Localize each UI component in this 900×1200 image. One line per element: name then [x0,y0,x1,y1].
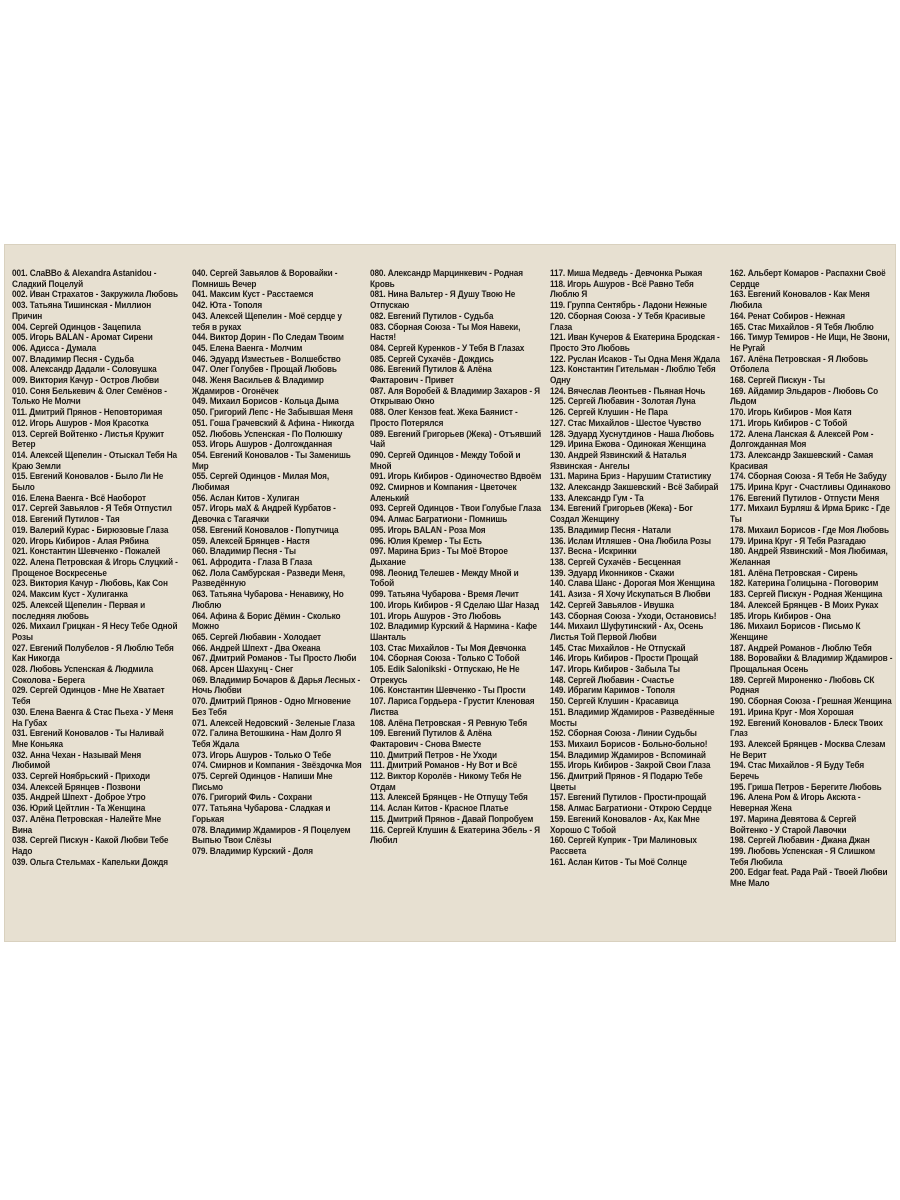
track-item: 060. Владимир Песня - Ты [192,546,296,558]
track-item: 061. Афродита - Глаза В Глаза [192,556,313,568]
track-item: 080. Александр Марцинкевич - Родная Кровь [370,269,523,290]
track-item: 065. Сергей Любавин - Холодает [192,631,321,643]
track-item: 199. Любовь Успенская - Я Слишком Тебя Любила [730,845,876,868]
track-item: 116. Сергей Клушин & Екатерина Эбель - Я Любил [370,824,540,847]
track-item: 066. Андрей Шпехт - Два Океана [192,642,321,654]
track-item: 051. Гоша Грачевский & Афина - Никогда [192,417,355,429]
track-item: 196. Алена Ром & Игорь Аксюта - Неверная Жена [730,792,861,815]
track-item: 048. Женя Васильев & Владимир Ждамиров - Огонёчек [192,375,324,397]
track-item: 004. Сергей Одинцов - Зацепила [12,321,141,333]
track-item: 197. Марина Девятова & Сергей Войтенко - У Старой Лавочки [730,813,857,836]
track-item: 075. Сергей Одинцов - Напиши Мне Письмо [192,771,333,793]
track-item: 117. Миша Медведь - Девчонка Рыжая [550,269,703,279]
track-item: 127. Стас Михайлов - Шестое Чувство [550,417,702,429]
track-item: 172. Алена Ланская & Алексей Ром - Долгожданная Моя [730,428,874,451]
track-item: 148. Сергей Любавин - Счастье [550,674,674,686]
tracklist-column-4 [550,269,722,937]
track-item: 163. Евгений Коновалов - Как Меня Любила [730,289,870,312]
track-item: 140. Слава Шанс - Дорогая Моя Женщина [550,578,715,590]
track-item: 102. Владимир Курский & Нармина - Кафе Шанталь [370,621,538,643]
track-item: 042. Юта - Тополя [192,300,263,312]
track-item: 001. СлаВВо & Alexandra Astanidou - Сладкий Поцелуй [12,269,157,290]
track-item: 024. Максим Куст - Хулиганка [12,589,128,601]
track-item: 131. Марина Бриз - Нарушим Статистику [550,471,712,483]
track-item: 079. Владимир Курский - Доля [192,845,313,857]
track-item: 136. Ислам Итляшев - Она Любила Розы [550,535,711,547]
track-item: 054. Евгений Коновалов - Ты Заменишь Мир [192,449,351,472]
track-item: 186. Михаил Борисов - Письмо К Женщине [730,621,861,643]
tracklist-sheet [4,244,896,942]
track-item: 115. Дмитрий Прянов - Давай Попробуем [370,813,534,825]
track-item: 165. Стас Михайлов - Я Тебя Люблю [730,321,874,333]
track-item: 126. Сергей Клушин - Не Пара [550,407,668,419]
track-item: 191. Ирина Круг - Моя Хорошая [730,706,854,718]
track-item: 018. Евгений Путилов - Тая [12,514,120,526]
track-item: 050. Григорий Лепс - Не Забывшая Меня [192,407,353,419]
track-item: 009. Виктория Качур - Остров Любви [12,375,159,387]
track-item: 059. Алексей Брянцев - Настя [192,535,310,547]
track-item: 166. Тимур Темиров - Не Ищи, Не Звони, Не Ругай [730,332,890,354]
track-item: 074. Смирнов и Компания - Звёздочка Моя [192,760,362,772]
track-item: 188. Воровайки & Владимир Ждамиров - Прощальная Осень [730,653,893,676]
track-item: 193. Алексей Брянцев - Москва Слезам Не Верит [730,738,886,761]
track-item: 130. Андрей Язвинский & Наталья Язвинская - Ангелы [550,449,687,472]
track-item: 098. Леонид Телешев - Между Мной и Тобой [370,567,519,590]
track-item: 155. Игорь Кибиров - Закрой Свои Глаза [550,760,711,772]
track-item: 029. Сергей Одинцов - Мне Не Хватает Тебя [12,685,165,708]
track-item: 030. Елена Ваенга & Стас Пьеха - У Меня На Губах [12,706,174,729]
track-item: 123. Константин Гительман - Люблю Тебя Одну [550,364,716,387]
track-item: 106. Константин Шевченко - Ты Прости [370,685,526,697]
track-item: 151. Владимир Ждамиров - Разведённые Мосты [550,706,715,729]
track-item: 169. Айдамир Эльдаров - Любовь Со Льдом [730,385,879,408]
track-item: 096. Юлия Кремер - Ты Есть [370,535,482,547]
track-item: 041. Максим Куст - Расстаемся [192,289,314,301]
track-item: 092. Смирнов и Компания - Цветочек Аленький [370,482,517,504]
track-item: 025. Алексей Щепелин - Первая и последняя любовь [12,599,146,622]
track-item: 142. Сергей Завьялов - Ивушка [550,599,674,611]
track-item: 085. Сергей Сухачёв - Дождись [370,353,494,365]
track-item: 094. Алмас Багратиони - Помнишь [370,514,508,526]
track-item: 016. Елена Ваенга - Всё Наоборот [12,492,146,504]
track-item: 105. Edik Salonikski - Отпускаю, Не Не Отрекусь [370,664,520,686]
track-item: 090. Сергей Одинцов - Между Тобой и Мной [370,449,521,472]
track-item: 072. Галина Ветошкина - Нам Долго Я Тебя Ждала [192,728,342,750]
track-item: 171. Игорь Кибиров - С Тобой [730,417,848,429]
track-item: 185. Игорь Кибиров - Она [730,610,831,622]
track-item: 097. Марина Бриз - Ты Моё Второе Дыхание [370,546,508,568]
track-item: 003. Татьяна Тишинская - Миллион Причин [12,300,152,322]
track-item: 078. Владимир Ждамиров - Я Поцелуем Выпью Твои Слёзы [192,824,351,847]
track-item: 086. Евгений Путилов & Алёна Фактарович - Привет [370,364,492,387]
track-item: 144. Михаил Шуфутинский - Ах, Осень Листья Той Первой Любви [550,621,704,643]
track-item: 011. Дмитрий Прянов - Неповторимая [12,407,163,419]
track-item: 064. Афина & Борис Дёмин - Сколько Можно [192,610,341,633]
track-item: 089. Евгений Григорьев (Жека) - Отъявший Чай [370,428,542,451]
track-item: 070. Дмитрий Прянов - Одно Мгновение Без Тебя [192,696,351,718]
track-item: 006. Адисса - Думала [12,342,97,354]
track-item: 184. Алексей Брянцев - В Моих Руках [730,599,879,611]
track-item: 178. Михаил Борисов - Где Моя Любовь [730,524,889,536]
track-item: 153. Михаил Борисов - Больно-больно! [550,738,708,750]
track-item: 173. Александр Закшевский - Самая Красивая [730,449,874,472]
track-item: 168. Сергей Пискун - Ты [730,375,825,387]
track-item: 053. Игорь Ашуров - Долгожданная [192,439,333,451]
track-item: 160. Сергей Куприк - Три Малиновых Рассвета [550,835,697,857]
track-item: 156. Дмитрий Прянов - Я Подарю Тебе Цветы [550,771,703,793]
track-item: 039. Ольга Стельмах - Капельки Дождя [12,856,168,868]
track-item: 038. Сергей Пискун - Какой Любви Тебе Надо [12,835,169,857]
track-item: 010. Соня Белькевич & Олег Семёнов - Только Не Молчи [12,385,167,408]
track-item: 108. Алёна Петровская - Я Ревную Тебя [370,717,528,729]
track-item: 114. Аслан Китов - Красное Платье [370,803,509,815]
track-item: 119. Группа Сентябрь - Ладони Нежные [550,300,708,312]
track-item: 104. Сборная Союза - Только С Тобой [370,653,520,665]
track-item: 069. Владимир Бочаров & Дарья Лесных - Ночь Любви [192,674,361,697]
track-item: 135. Владимир Песня - Натали [550,524,671,536]
track-item: 031. Евгений Коновалов - Ты Наливай Мне Коньяка [12,728,164,750]
track-item: 107. Лариса Гордьера - Грустит Кленовая Листва [370,696,535,718]
track-item: 103. Стас Михайлов - Ты Моя Девчонка [370,642,526,654]
track-item: 047. Олег Голубев - Прощай Любовь [192,364,337,376]
track-item: 046. Эдуард Изместьев - Волшебство [192,353,341,365]
track-item: 133. Александр Гум - Та [550,492,644,504]
track-item: 021. Константин Шевченко - Пожалей [12,546,161,558]
track-item: 198. Сергей Любавин - Джана Джан [730,835,870,847]
track-item: 045. Елена Ваенга - Молчим [192,342,303,354]
track-item: 056. Аслан Китов - Хулиган [192,492,300,504]
track-item: 071. Алексей Недовский - Зеленые Глаза [192,717,355,729]
track-item: 077. Татьяна Чубарова - Сладкая и Горькая [192,803,331,825]
track-item: 154. Владимир Ждамиров - Вспоминай [550,749,706,761]
track-item: 008. Александр Дадали - Соловушка [12,364,157,376]
track-item: 027. Евгений Полубелов - Я Люблю Тебя Как Никогда [12,642,174,665]
track-item: 058. Евгений Коновалов - Попутчица [192,524,339,536]
track-item: 101. Игорь Ашуров - Это Любовь [370,610,502,622]
track-item: 087. Аля Воробей & Владимир Захаров - Я Открываю Окно [370,385,540,408]
track-item: 161. Аслан Китов - Ты Моё Солнце [550,856,687,868]
track-item: 076. Григорий Филь - Сохрани [192,792,312,804]
track-item: 032. Анна Чехан - Называй Меня Любимой [12,749,142,772]
track-item: 141. Азиза - Я Хочу Искупаться В Любви [550,589,711,601]
track-item: 134. Евгений Григорьев (Жека) - Бог Создал Женщину [550,503,693,526]
track-item: 028. Любовь Успенская & Людмила Соколова - Берега [12,664,154,686]
track-item: 020. Игорь Кибиров - Алая Рябина [12,535,149,547]
track-item: 164. Ренат Собиров - Нежная [730,310,845,322]
track-item: 034. Алексей Брянцев - Позвони [12,781,141,793]
track-item: 082. Евгений Путилов - Судьба [370,310,494,322]
track-item: 174. Сборная Союза - Я Тебя Не Забуду [730,471,887,483]
track-item: 175. Ирина Круг - Счастливы Одинаково [730,482,891,494]
track-item: 177. Михаил Бурляш & Ирма Брикс - Где Ты [730,503,890,526]
track-item: 005. Игорь BALAN - Аромат Сирени [12,332,153,344]
track-item: 073. Игорь Ашуров - Только О Тебе [192,749,332,761]
track-item: 118. Игорь Ашуров - Всё Равно Тебя Люблю Я [550,278,694,301]
track-item: 121. Иван Кучеров & Екатерина Бродская - Просто Это Любовь [550,332,720,354]
track-item: 062. Лола Самбурская - Разведи Меня, Разведённую [192,567,345,590]
track-item: 052. Любовь Успенская - По Полюшку [192,428,343,440]
track-item: 145. Стас Михайлов - Не Отпускай [550,642,686,654]
track-item: 149. Ибрагим Каримов - Тополя [550,685,675,697]
track-item: 023. Виктория Качур - Любовь, Как Сон [12,578,168,590]
track-item: 002. Иван Страхатов - Закружила Любовь [12,289,178,301]
track-item: 162. Альберт Комаров - Распахни Своё Сердце [730,269,886,290]
track-item: 179. Ирина Круг - Я Тебя Разгадаю [730,535,866,547]
tracklist-column-2 [192,269,362,937]
track-item: 111. Дмитрий Романов - Ну Вот и Всё [370,760,518,772]
track-item: 129. Ирина Ежова - Одинокая Женщина [550,439,706,451]
track-item: 180. Андрей Язвинский - Моя Любимая, Желанная [730,546,888,568]
track-item: 132. Александр Закшевский - Всё Забирай [550,482,719,494]
track-item: 019. Валерий Курас - Бирюзовые Глаза [12,524,169,536]
track-item: 095. Игорь BALAN - Роза Моя [370,524,486,536]
track-item: 037. Алёна Петровская - Налейте Мне Вина [12,813,162,836]
track-item: 067. Дмитрий Романов - Ты Просто Люби [192,653,357,665]
track-item: 113. Алексей Брянцев - Не Отпущу Тебя [370,792,528,804]
track-item: 120. Сборная Союза - У Тебя Красивые Глаза [550,310,706,333]
track-item: 110. Дмитрий Петров - Не Уходи [370,749,497,761]
track-item: 014. Алексей Щепелин - Отыскал Тебя На Краю Земли [12,449,177,472]
track-item: 194. Стас Михайлов - Я Буду Тебя Беречь [730,760,865,783]
track-item: 176. Евгений Путилов - Отпусти Меня [730,492,880,504]
tracklist-column-5 [730,269,894,937]
track-item: 015. Евгений Коновалов - Было Ли Не Было [12,471,164,494]
track-item: 187. Андрей Романов - Люблю Тебя [730,642,872,654]
track-item: 049. Михаил Борисов - Кольца Дыма [192,396,339,408]
track-item: 170. Игорь Кибиров - Моя Катя [730,407,852,419]
track-item: 143. Сборная Союза - Уходи, Остановись! [550,610,717,622]
track-item: 091. Игорь Кибиров - Одиночество Вдвоём [370,471,542,483]
track-item: 044. Виктор Дорин - По Следам Твоим [192,332,344,344]
track-item: 137. Весна - Искринки [550,546,637,558]
track-item: 138. Сергей Сухачёв - Бесценная [550,556,681,568]
track-item: 139. Эдуард Иконников - Скажи [550,567,675,579]
track-item: 181. Алёна Петровская - Сирень [730,567,858,579]
track-item: 036. Юрий Цейтлин - Та Женщина [12,803,146,815]
track-item: 190. Сборная Союза - Грешная Женщина [730,696,892,708]
track-item: 063. Татьяна Чубарова - Ненавижу, Но Люблю [192,589,344,611]
tracklist-column-3 [370,269,542,937]
track-item: 081. Нина Вальтер - Я Душу Твою Не Отпускаю [370,289,516,312]
track-item: 159. Евгений Коновалов - Ах, Как Мне Хорошо С Тобой [550,813,700,836]
track-item: 189. Сергей Мироненко - Любовь СК Родная [730,674,875,697]
track-item: 043. Алексей Щепелин - Моё сердце у тебя в руках [192,310,342,333]
track-item: 007. Владимир Песня - Судьба [12,353,134,365]
track-item: 195. Гриша Петров - Берегите Любовь [730,781,882,793]
track-item: 012. Игорь Ашуров - Моя Красотка [12,417,149,429]
track-item: 146. Игорь Кибиров - Прости Прощай [550,653,699,665]
track-item: 055. Сергей Одинцов - Милая Моя, Любимая [192,471,330,494]
track-item: 033. Сергей Ноябрьский - Приходи [12,771,150,783]
track-item: 150. Сергей Клушин - Красавица [550,696,679,708]
track-item: 088. Олег Кензов feat. Жека Баянист - Просто Потерялся [370,407,518,429]
track-item: 084. Сергей Куренков - У Тебя В Глазах [370,342,525,354]
track-item: 013. Сергей Войтенко - Листья Кружит Ветер [12,428,165,451]
tracklist-column-1 [12,269,180,937]
track-item: 192. Евгений Коновалов - Блеск Твоих Глаз [730,717,883,740]
track-item: 093. Сергей Одинцов - Твои Голубые Глаза [370,503,541,515]
track-item: 017. Сергей Завьялов - Я Тебя Отпустил [12,503,172,515]
track-item: 158. Алмас Багратиони - Открою Сердце [550,803,712,815]
track-item: 183. Сергей Пискун - Родная Женщина [730,589,883,601]
track-item: 112. Виктор Королёв - Никому Тебя Не Отдам [370,771,522,793]
track-item: 125. Сергей Любавин - Золотая Луна [550,396,696,408]
track-item: 122. Руслан Исаков - Ты Одна Меня Ждала [550,353,720,365]
track-item: 128. Эдуард Хуснутдинов - Наша Любовь [550,428,715,440]
track-item: 068. Арсен Шахунц - Снег [192,664,294,676]
track-item: 147. Игорь Кибиров - Забыла Ты [550,664,680,676]
track-item: 099. Татьяна Чубарова - Время Лечит [370,589,519,601]
track-item: 109. Евгений Путилов & Алёна Фактарович - Снова Вместе [370,728,492,750]
track-item: 157. Евгений Путилов - Прости-прощай [550,792,707,804]
track-item: 182. Катерина Голицына - Поговорим [730,578,879,590]
track-item: 200. Edgar feat. Рада Рай - Твоей Любви Мне Мало [730,867,888,890]
track-item: 167. Алёна Петровская - Я Любовь Отболела [730,353,868,376]
track-item: 057. Игорь маХ & Андрей Курбатов - Девочка с Тагаячки [192,503,336,526]
track-item: 152. Сборная Союза - Линии Судьбы [550,728,697,740]
track-item: 124. Вячеслав Леонтьев - Пьяная Ночь [550,385,706,397]
track-item: 100. Игорь Кибиров - Я Сделаю Шаг Назад [370,599,540,611]
track-item: 026. Михаил Грицкан - Я Несу Тебе Одной Розы [12,621,178,643]
track-item: 022. Алена Петровская & Игорь Слуцкий - Прощеное Воскресенье [12,556,178,579]
track-item: 040. Сергей Завьялов & Воровайки - Помнишь Вечер [192,269,338,290]
track-item: 035. Андрей Шпехт - Доброе Утро [12,792,146,804]
track-item: 083. Сборная Союза - Ты Моя Навеки, Настя! [370,321,521,344]
